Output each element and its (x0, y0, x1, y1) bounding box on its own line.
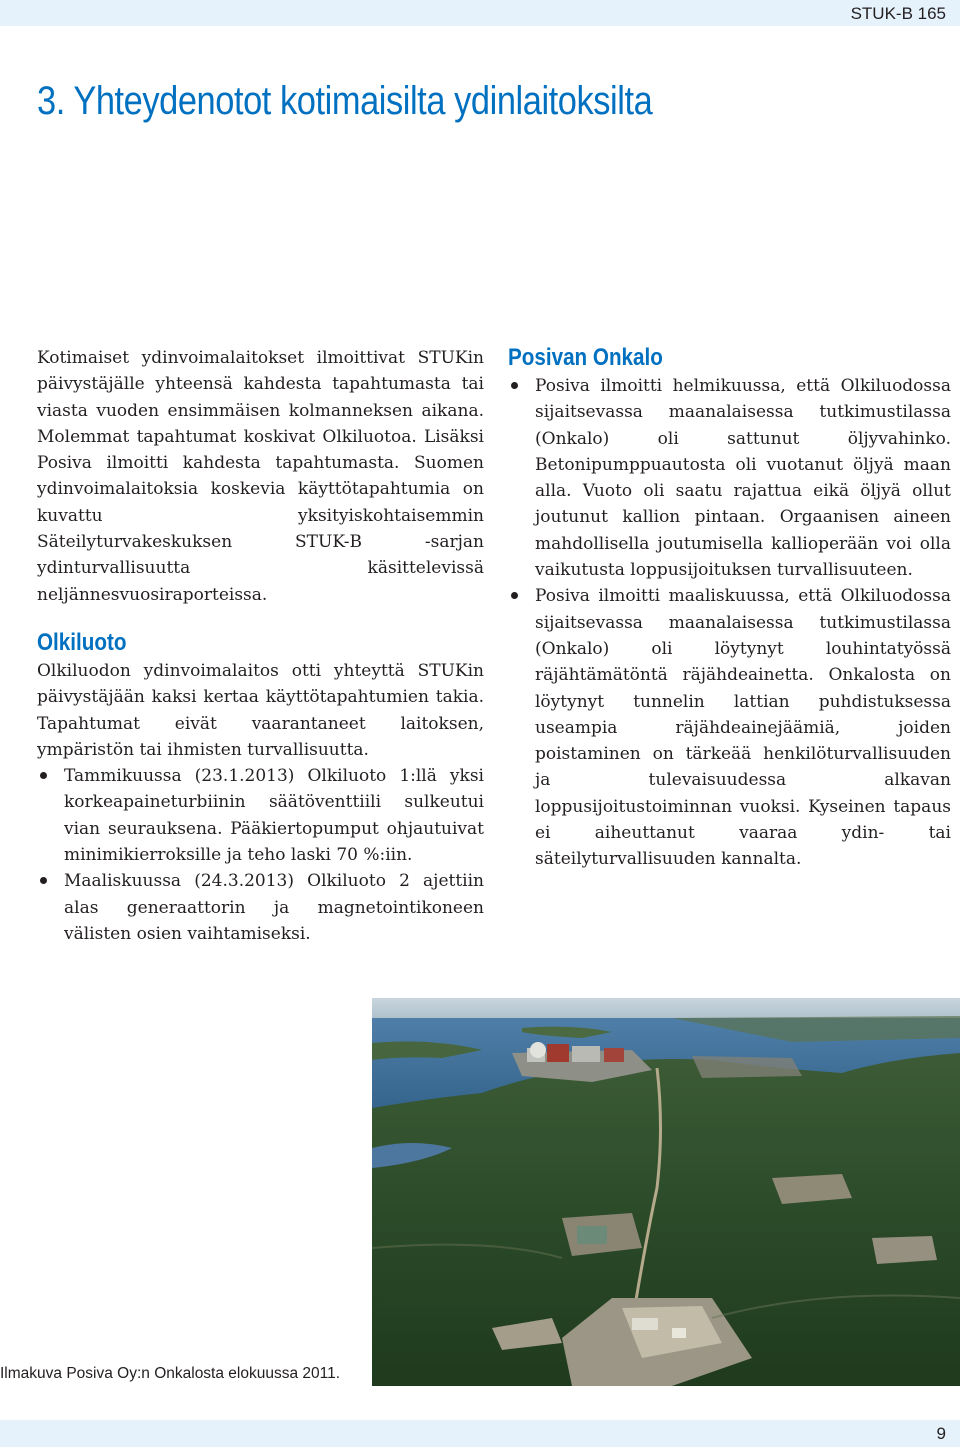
chapter-title: 3. Yhteydenotot kotimaisilta ydinlaitoksilta (37, 79, 653, 123)
posiva-list-item: Posiva ilmoitti helmikuussa, että Olkiluodossa sijaitsevassa maanalaisessa tutkimustilassa (Onkalo) oli sattunut öljyvahinko. Betonipumppuautosta oli vuotanut öljyä maan alla. Vuoto oli saatu rajattua eikä öljyä ollut joutunut kallion pintaan. Orgaanisen aineen mahdollisella joutumisella kallioperään voi olla vaikutusta loppusijoituksen turvallisuuteen. (508, 373, 951, 583)
photo-caption (0, 1365, 372, 1383)
olkiluoto-heading: Olkiluoto (37, 628, 127, 656)
series-label: STUK-B 165 (850, 4, 946, 23)
posiva-list-item: Posiva ilmoitti maaliskuussa, että Olkiluodossa sijaitsevassa maanalaisessa tutkimustilassa (Onkalo) oli löytynyt louhintatyössä räjähtämätöntä räjähdeainetta. Onkalosta on löytynyt tunnelin lattian puhdistuksessa useampia räjähdeainejäämiä, joiden poistaminen on tärkeää henkilöturvallisuuden ja tulevaisuudessa alkavan loppusijoitustoiminnan vuoksi. Kyseinen tapaus ei aiheuttanut vaaraa ydin- tai säteilyturvallisuuden kannalta. (508, 583, 951, 872)
footer-band (0, 1420, 960, 1447)
header-band (0, 0, 960, 26)
posiva-heading: Posivan Onkalo (508, 344, 663, 371)
olkiluoto-list-item: Tammikuussa (23.1.2013) Olkiluoto 1:llä yksi korkeapaineturbiinin säätöventtiili sulkeutui vian seurauksena. Pääkiertopumput ohjautuivat minimikierroksille ja teho laski 70 %:iin. (37, 763, 484, 868)
aerial-photo-image (372, 998, 960, 1386)
olkiluoto-list (37, 763, 484, 947)
olkiluoto-list-item: Maaliskuussa (24.3.2013) Olkiluoto 2 ajettiin alas generaattorin ja magnetointikoneen välisten osien vaihtamiseksi. (37, 868, 484, 947)
intro-paragraph: Kotimaiset ydinvoimalaitokset ilmoittivat STUKin päivystäjälle yhteensä kahdesta tapahtumasta tai viasta vuoden ensimmäisen kolmanneksen aikana. Molemmat tapahtumat koskivat Olkiluotoa. Lisäksi Posiva ilmoitti kahdesta tapahtumasta. Suomen ydinvoimalaitoksia koskevia käyttötapahtumia on kuvattu yksityiskohtaisemmin Säteilyturvakeskuksen STUK-B -sarjan ydinturvallisuutta käsittelevissä neljännesvuosiraporteissa. (37, 348, 484, 605)
photo-caption-text: Ilmakuva Posiva Oy:n Onkalosta elokuussa 2011. (0, 1365, 341, 1382)
right-column (508, 343, 951, 873)
posiva-list (508, 373, 951, 873)
olkiluoto-paragraph: Olkiluodon ydinvoimalaitos otti yhteyttä STUKin päivystäjään kaksi kertaa käyttötapahtumien takia. Tapahtumat eivät vaarantaneet laitoksen, ympäristön tai ihmisten turvallisuutta. (37, 660, 484, 760)
page-number: 9 (936, 1424, 946, 1443)
left-column (37, 345, 484, 947)
aerial-photo (372, 998, 960, 1386)
